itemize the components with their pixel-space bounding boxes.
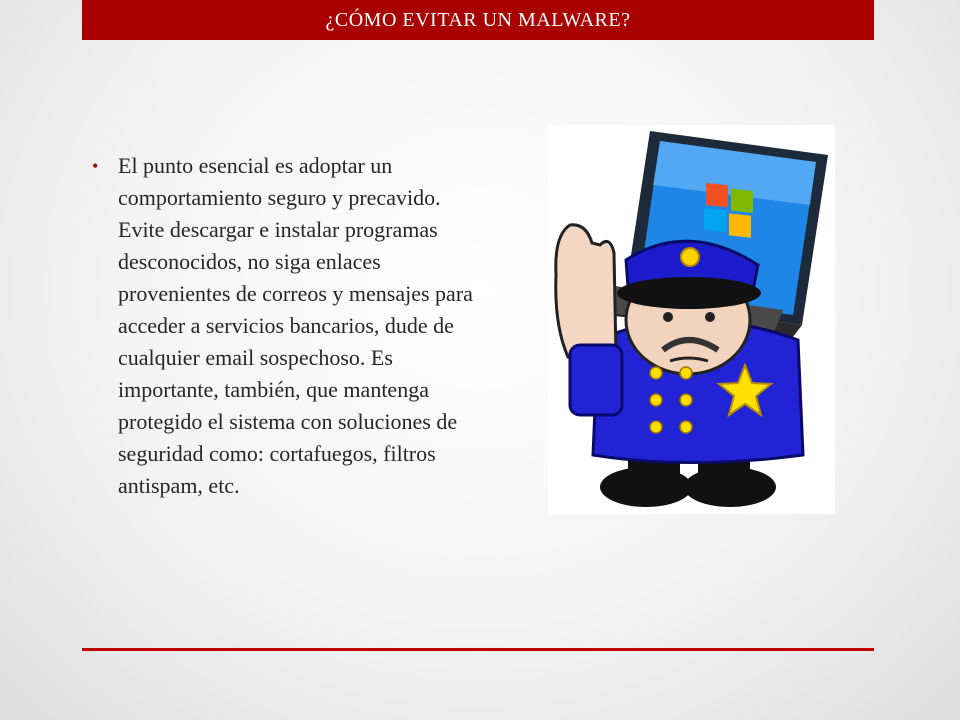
slide-title: ¿CÓMO EVITAR UN MALWARE? [325,8,631,31]
title-bar [82,0,874,40]
bottom-divider [82,648,874,651]
police-illustration [548,125,835,514]
police-officer-stop-icon [548,125,835,514]
stop-hand [556,225,622,415]
bullet-marker: • [92,156,99,176]
bullet-text: El punto esencial es adoptar un comportamiento seguro y precavido. Evite descargar e instalar programas desconocidos, no siga enlaces provenientes de correos y mensajes para acceder a servicios bancarios, dude de cualquier email sospechoso. Es importante, también, que mantenga protegido el sistema con soluciones de seguridad como: cortafuegos, filtros antispam, etc. [118,153,473,498]
bullet-item [92,150,482,502]
